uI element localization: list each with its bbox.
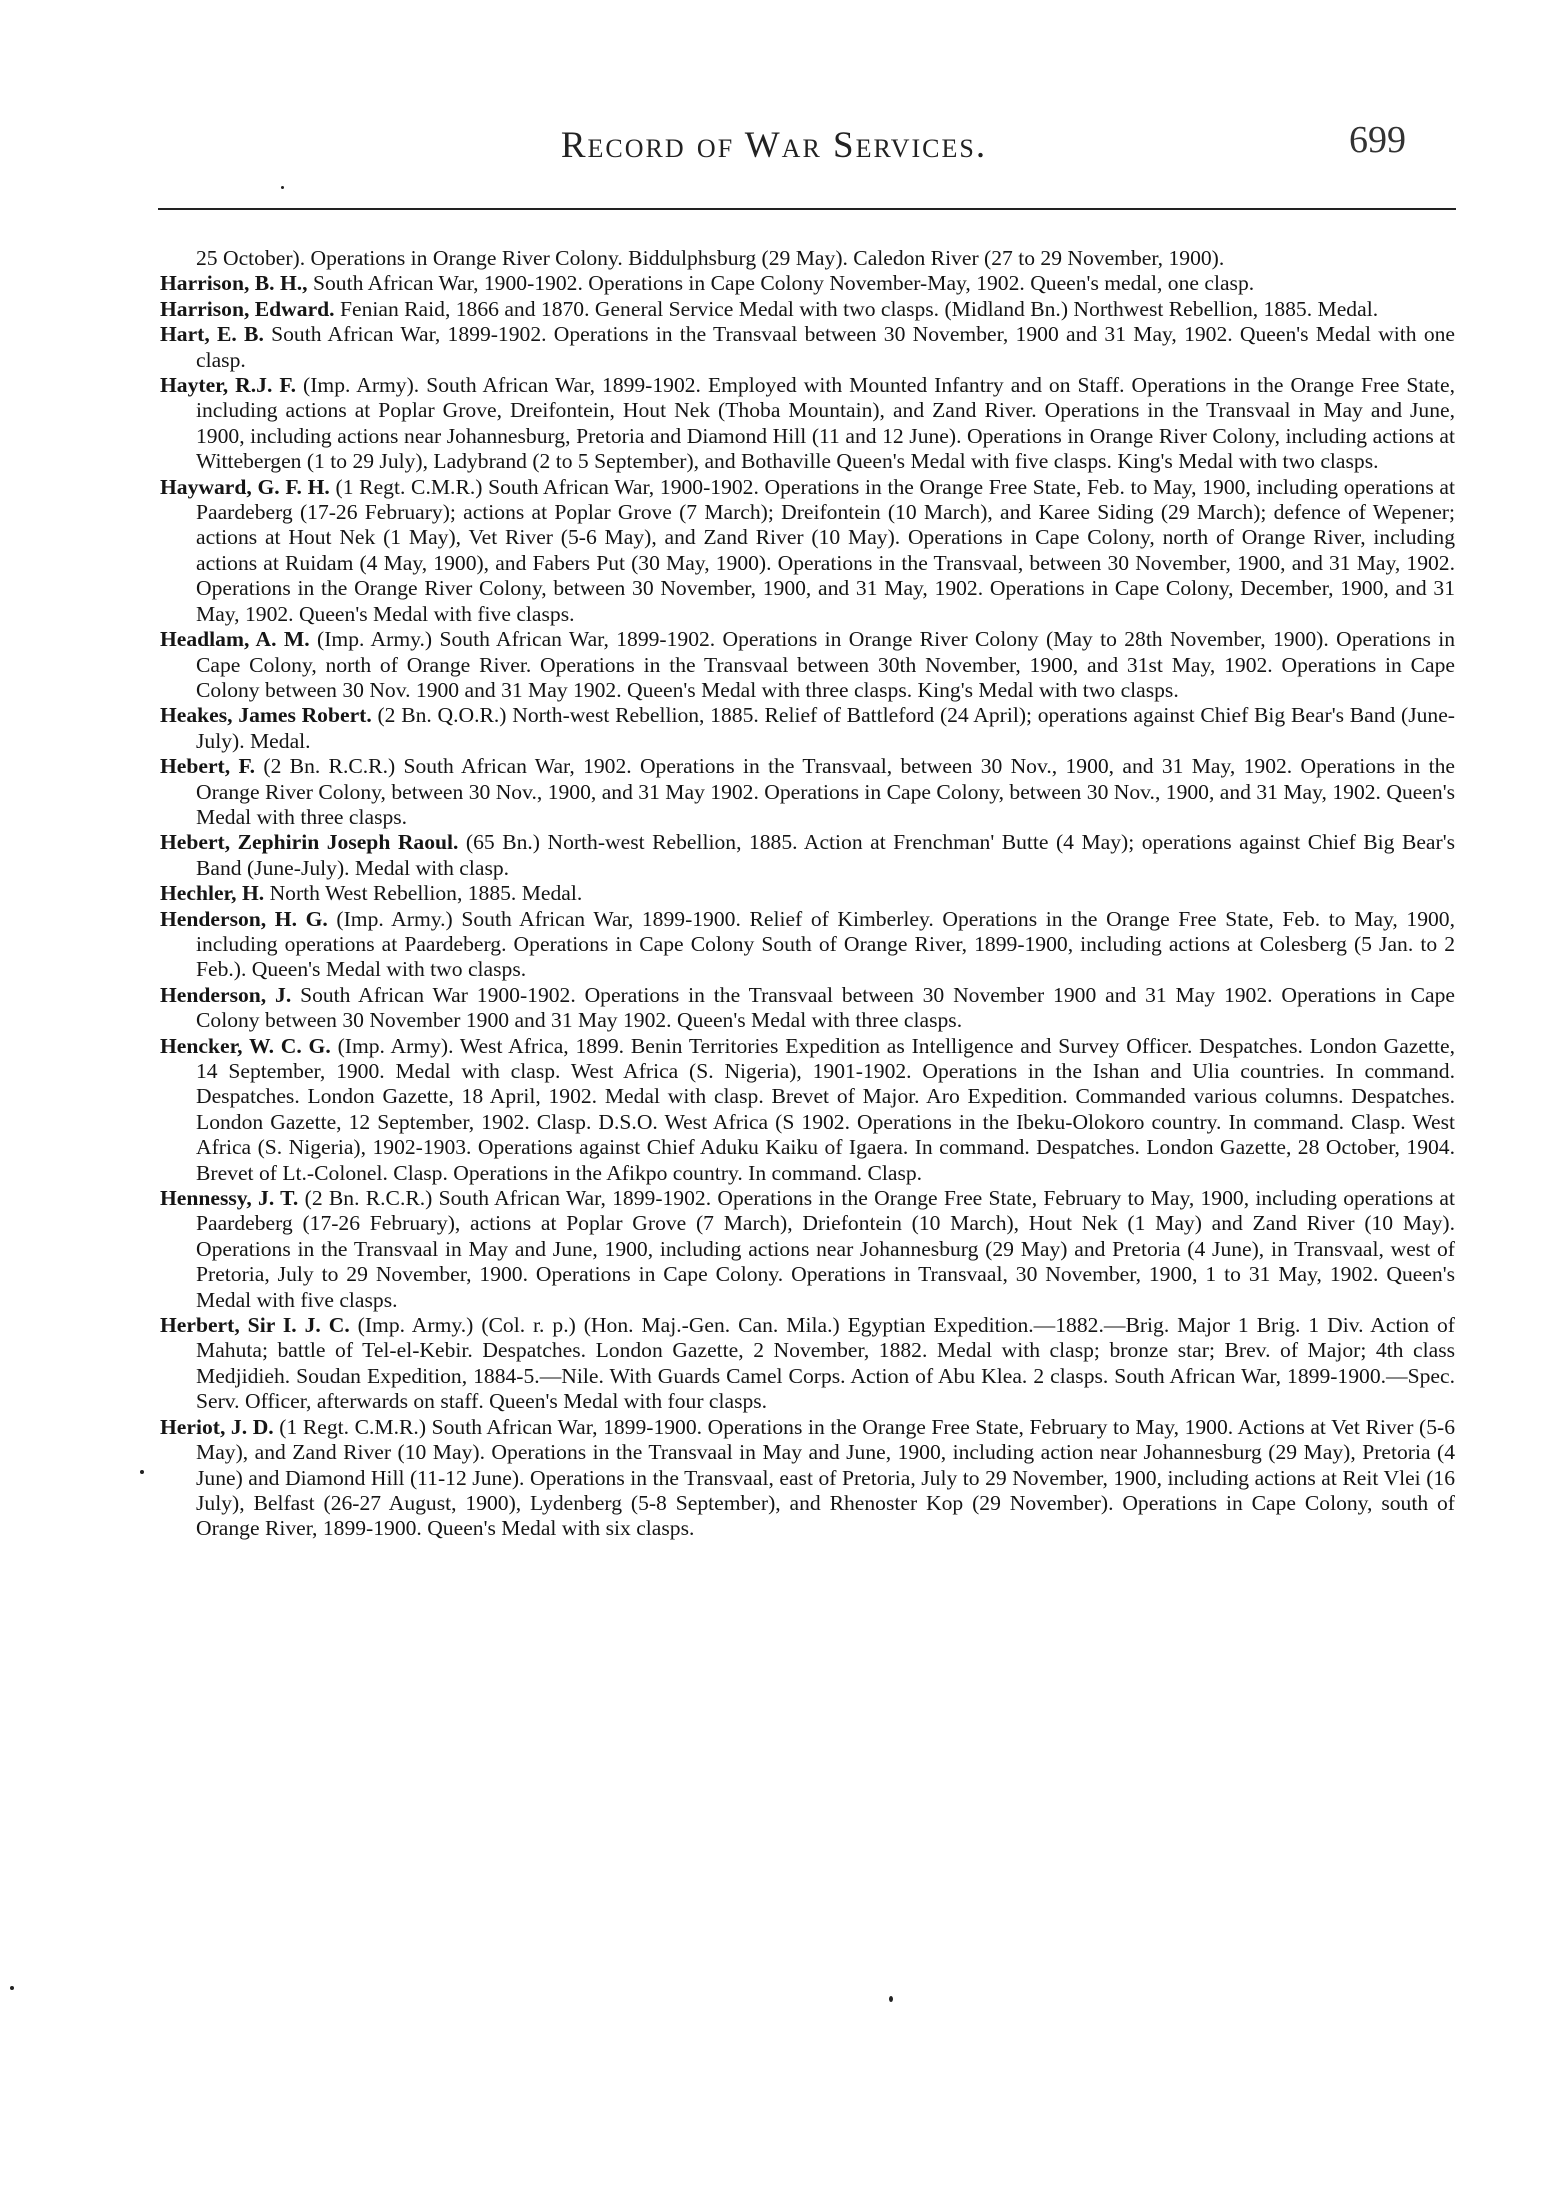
entry-hennessy bbox=[160, 1186, 1455, 1313]
entry-text: (1 Regt. C.M.R.) South African War, 1899-1900. Operations in the Orange Free State, February to May, 1900. Actions at Vet River (5-6 May), and Zand River (10 May). Operations in the Transvaal in May and June, 1900, including action near Johannesburg (29 May), Pretoria (4 June) and Diamond Hill (11-12 June). Operations in the Transvaal, east of Pretoria, July to 29 November, 1900, including actions at Reit Vlei (16 July), Belfast (26-27 August, 1900), Lydenberg (5-8 September), and Rhenoster Kop (29 November). Operations in Cape Colony, south of Orange River, 1899-1900. Queen's Medal with six clasps. bbox=[196, 1414, 1455, 1541]
entry-name: Henderson, H. G. bbox=[160, 906, 328, 931]
entry-name: Hencker, W. C. G. bbox=[160, 1033, 331, 1058]
entry-hebert-zephirin bbox=[160, 830, 1456, 881]
entry-name: Harrison, Edward. bbox=[160, 296, 335, 321]
entry-name: Hebert, F. bbox=[160, 754, 256, 779]
entry-name: Hayter, R.J. F. bbox=[160, 373, 296, 398]
entry-text: (2 Bn. Q.O.R.) North-west Rebellion, 1885. Relief of Battleford (24 April); operations against Chief Big Bear's Band (June-July). Medal. bbox=[196, 703, 1455, 753]
entry-hechler bbox=[160, 881, 1455, 906]
entry-hebert-f bbox=[160, 754, 1456, 830]
entry-text: (Imp. Army.) (Col. r. p.) (Hon. Maj.-Gen. Can. Mila.) Egyptian Expedition.—1882.—Brig. Major 1 Brig. 1 Div. Action of Mahuta; battle of Tel-el-Kebir. Despatches. London Gazette, 2 November, 1882. Medal with clasp; bronze star; Brev. of Major; 4th class Medjidieh. Soudan Expedition, 1884-5.—Nile. With Guards Camel Corps. Action of Abu Klea. 2 clasps. South African War, 1899-1900.—Spec. Serv. Officer, afterwards on staff. Queen's Medal with four clasps. bbox=[196, 1313, 1455, 1414]
entry-herbert bbox=[160, 1313, 1455, 1415]
entry-name: Heakes, James Robert. bbox=[160, 703, 372, 728]
scan-speck bbox=[281, 186, 284, 189]
entry-text: 25 October). Operations in Orange River Colony. Biddulphsburg (29 May). Caledon River (27 to 29 November, 1900). bbox=[196, 246, 1225, 270]
entries-list bbox=[160, 246, 1455, 1542]
entry-text: South African War, 1899-1902. Operations in the Transvaal between 30 November, 1900 and 31 May, 1902. Queen's Medal with one clasp. bbox=[196, 322, 1456, 372]
entry-text: (2 Bn. R.C.R.) South African War, 1902. Operations in the Transvaal, between 30 Nov., 1900, and 31 May, 1902. Operations in the Orange River Colony, between 30 Nov., 1900, and 31 May 1902. Operations in Cape Colony, between 30 Nov., 1900, and 31 May, 1902. Queen's Medal with three clasps. bbox=[196, 754, 1456, 829]
entry-text: (65 Bn.) North-west Rebellion, 1885. Action at Frenchman' Butte (4 May); operations against Chief Big Bear's Band (June-July). Medal with clasp. bbox=[196, 830, 1456, 880]
entry-name: Heriot, J. D. bbox=[160, 1414, 274, 1439]
entry-hayter bbox=[160, 373, 1456, 475]
entry-continuation bbox=[196, 246, 1455, 271]
entry-name: Henderson, J. bbox=[160, 982, 292, 1007]
entry-text: (Imp. Army.) South African War, 1899-1902. Operations in Orange River Colony (May to 28th November, 1900). Operations in Cape Colony, north of Orange River. Operations in the Transvaal between 30th November, 1900, and 31st May, 1902. Operations in Cape Colony between 30 Nov. 1900 and 31 May 1902. Queen's Medal with three clasps. King's Medal with two clasps. bbox=[196, 627, 1456, 702]
entry-hayward bbox=[160, 474, 1455, 627]
page-number: 699 bbox=[1349, 119, 1406, 161]
entry-name: Hennessy, J. T. bbox=[160, 1186, 299, 1211]
entry-text: North West Rebellion, 1885. Medal. bbox=[269, 881, 583, 906]
entry-heriot bbox=[160, 1414, 1455, 1542]
entry-text: (2 Bn. R.C.R.) South African War, 1899-1902. Operations in the Orange Free State, February to May, 1900, including operations at Paardeberg (17-26 February), actions at Poplar Grove (7 March), Driefontein (10 March), Hout Nek (1 May) and Zand River (10 May). Operations in the Transvaal in May and June, 1900, including actions near Johannesburg (29 May) and Pretoria (4 June), in Transvaal, west of Pretoria, July to 29 November, 1900. Operations in Cape Colony. Operations in Transvaal, 30 November, 1900, 1 to 31 May, 1902. Queen's Medal with five clasps. bbox=[196, 1186, 1455, 1312]
page-header bbox=[0, 118, 1548, 178]
entry-headlam bbox=[160, 627, 1456, 703]
scan-speck bbox=[10, 1986, 14, 1990]
entry-hart bbox=[160, 322, 1456, 373]
entry-hencker bbox=[160, 1033, 1455, 1186]
entry-heakes bbox=[160, 703, 1455, 754]
entry-name: Hart, E. B. bbox=[160, 322, 264, 347]
header-rule bbox=[158, 208, 1456, 210]
entry-text: Fenian Raid, 1866 and 1870. General Service Medal with two clasps. (Midland Bn.) Northwest Rebellion, 1885. Medal. bbox=[339, 296, 1379, 321]
entry-text: (Imp. Army). South African War, 1899-1902. Employed with Mounted Infantry and on Staff. Operations in the Orange Free State, including actions at Poplar Grove, Dreifontein, Hout Nek (Thoba Mountain), and Zand River. Operations in the Transvaal in May and June, 1900, including actions near Johannesburg, Pretoria and Diamond Hill (11 and 12 June). Operations in Orange River Colony, including actions at Wittebergen (1 to 29 July), Ladybrand (2 to 5 September), and Bothaville Queen's Medal with five clasps. King's Medal with two clasps. bbox=[196, 373, 1456, 474]
entry-text: (1 Regt. C.M.R.) South African War, 1900-1902. Operations in the Orange Free State, Feb. to May, 1900, including operations at Paardeberg (17-26 February); actions at Poplar Grove (7 March); Dreifontein (10 March), and Karee Siding (29 March); defence of Wepener; actions at Hout Nek (1 May), Vet River (5-6 May), and Zand River (10 May). Operations in Cape Colony, north of Orange River, including actions at Ruidam (4 May, 1900), and Fabers Put (30 May, 1900). Operations in the Transvaal, between 30 November, 1900, and 31 May, 1902. Operations in the Orange River Colony, between 30 November, 1900, and 31 May, 1902. Operations in Cape Colony, December, 1900, and 31 May, 1902. Queen's Medal with five clasps. bbox=[196, 474, 1455, 626]
entry-text: South African War, 1900-1902. Operations in Cape Colony November-May, 1902. Queen's medal, one clasp. bbox=[312, 271, 1255, 296]
entry-harrison-b-h bbox=[160, 271, 1455, 296]
entry-name: Headlam, A. M. bbox=[160, 627, 310, 652]
scan-speck bbox=[889, 1996, 893, 2002]
running-title: Record of War Services. bbox=[560, 125, 988, 166]
entry-name: Hayward, G. F. H. bbox=[160, 474, 330, 499]
entry-text: (Imp. Army.) South African War, 1899-1900. Relief of Kimberley. Operations in the Orange Free State, Feb. to May, 1900, including operations at Paardeberg. Operations in Cape Colony South of Orange River, 1899-1900, including actions at Colesberg (5 Jan. to 2 Feb.). Queen's Medal with two clasps. bbox=[196, 906, 1455, 982]
entry-henderson-h-g bbox=[160, 906, 1455, 983]
scan-speck bbox=[140, 1470, 144, 1474]
entry-name: Harrison, B. H., bbox=[160, 271, 308, 296]
entry-name: Herbert, Sir I. J. C. bbox=[160, 1313, 350, 1338]
entry-name: Hechler, H. bbox=[160, 881, 265, 906]
entry-henderson-j bbox=[160, 982, 1455, 1034]
entry-text: South African War 1900-1902. Operations in the Transvaal between 30 November 1900 and 31 May 1902. Operations in Cape Colony between 30 November 1900 and 31 May 1902. Queen's Medal with three clasps. bbox=[196, 982, 1455, 1033]
entry-harrison-edward bbox=[160, 296, 1455, 322]
entry-text: (Imp. Army). West Africa, 1899. Benin Territories Expedition as Intelligence and Survey Officer. Despatches. London Gazette, 14 September, 1900. Medal with clasp. West Africa (S. Nigeria), 1901-1902. Operations in the Ishan and Ulia countries. In command. Despatches. London Gazette, 18 April, 1902. Medal with clasp. Brevet of Major. Aro Expedition. Commanded various columns. Despatches. London Gazette, 12 September, 1902. Clasp. D.S.O. West Africa (S 1902. Operations in the Ibeku-Olokoro country. In command. Clasp. West Africa (S. Nigeria), 1902-1903. Operations against Chief Aduku Kaiku of Igaera. In command. Despatches. London Gazette, 28 October, 1904. Brevet of Lt.-Colonel. Clasp. Operations in the Afikpo country. In command. Clasp. bbox=[196, 1033, 1455, 1185]
entry-name: Hebert, Zephirin Joseph Raoul. bbox=[160, 830, 459, 855]
